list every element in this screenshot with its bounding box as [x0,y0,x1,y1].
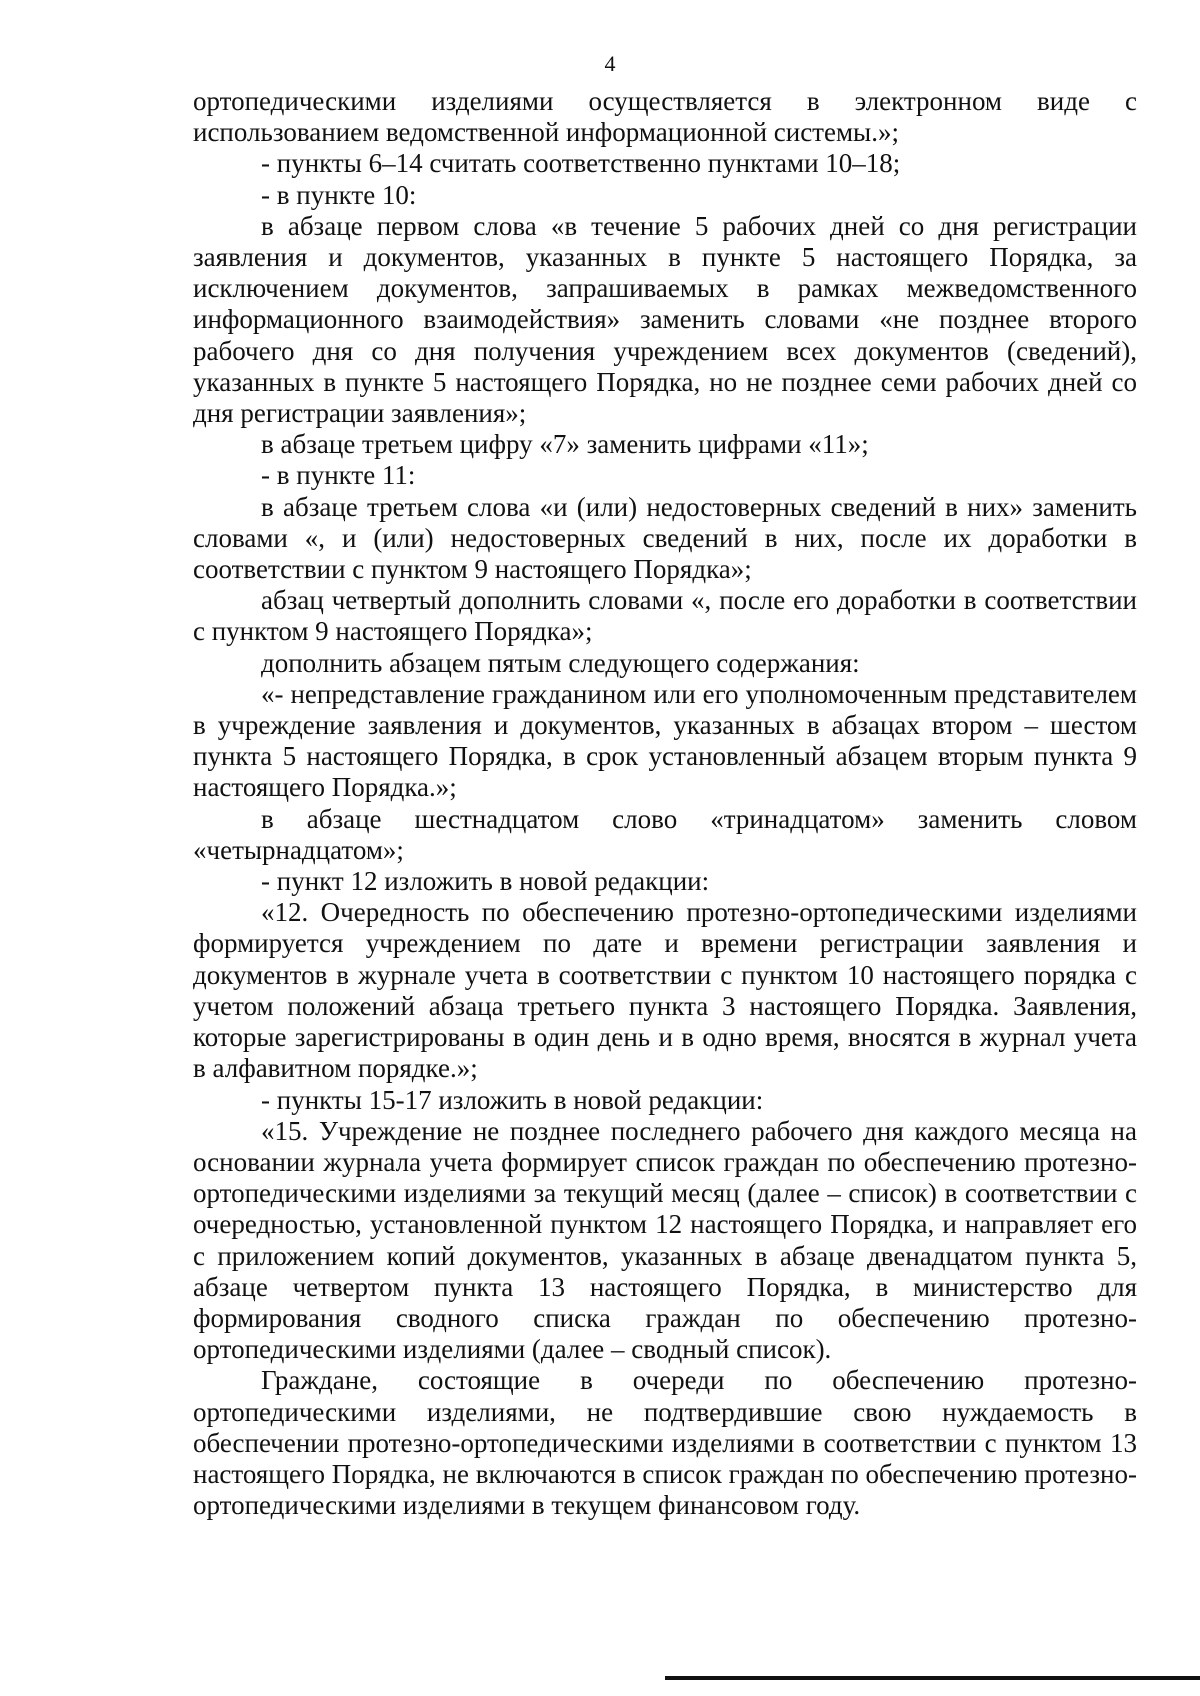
footer-rule [665,1676,1200,1680]
paragraph: в абзаце шестнадцатом слово «тринадцатом» заменить словом «четырнадцатом»; [193,803,1137,865]
paragraph: - пункт 12 изложить в новой редакции: [261,866,710,897]
page-number: 4 [604,51,616,76]
paragraph-continuation: ортопедическими изделиями осуществляется в электронном виде с использованием ведомственной информационной системы.»; [193,86,1137,148]
paragraph: - пункты 6–14 считать соответственно пунктами 10–18; [261,148,901,179]
paragraph: «12. Очередность по обеспечению протезно-ортопедическими изделиями формируется учреждением по дате и времени регистрации заявления и документов в журнале учета в соответствии с пунктом 10 настоящего порядка с учетом положений абзаца третьего пункта 3 настоящего Порядка. Заявления, которые зарегистрированы в один день и в одно время, вносятся в журнал учета в алфавитном порядке.»; [193,897,1137,1084]
document-body [193,86,1137,1521]
paragraph: - в пункте 11: [261,460,416,491]
paragraph: «15. Учреждение не позднее последнего рабочего дня каждого месяца на основании журнала учета формирует список граждан по обеспечению протезно-ортопедическими изделиями за текущий месяц (далее – список) в соответствии с очередностью, установленной пунктом 12 настоящего Порядка, и направляет его с приложением копий документов, указанных в абзаце двенадцатом пункта 5, абзаце четвертом пункта 13 настоящего Порядка, в министерство для формирования сводного списка граждан по обеспечению протезно-ортопедическими изделиями (далее – сводный список). [193,1115,1137,1365]
paragraph: - в пункте 10: [261,179,417,210]
paragraph: в абзаце третьем слова «и (или) недостоверных сведений в них» заменить словами «, и (или) недостоверных сведений в них, после их доработки в соответствии с пунктом 9 настоящего Порядка»; [193,491,1137,585]
paragraph: «- непредставление гражданином или его уполномоченным представителем в учреждение заявления и документов, указанных в абзацах втором – шестом пункта 5 настоящего Порядка, в срок установленный абзацем вторым пункта 9 настоящего Порядка.»; [193,678,1137,803]
paragraph: дополнить абзацем пятым следующего содержания: [261,647,860,678]
paragraph: в абзаце третьем цифру «7» заменить цифрами «11»; [261,429,869,460]
paragraph: Граждане, состоящие в очереди по обеспечению протезно-ортопедическими изделиями, не подтвердившие свою нуждаемость в обеспечении протезно-ортопедическими изделиями в соответствии с пунктом 13 настоящего Порядка, не включаются в список граждан по обеспечению протезно-ортопедическими изделиями в текущем финансовом году. [193,1365,1137,1521]
paragraph: - пункты 15-17 изложить в новой редакции: [261,1084,764,1115]
paragraph: абзац четвертый дополнить словами «, после его доработки в соответствии с пунктом 9 настоящего Порядка»; [193,585,1137,647]
paragraph: в абзаце первом слова «в течение 5 рабочих дней со дня регистрации заявления и документов, указанных в пункте 5 настоящего Порядка, за исключением документов, запрашиваемых в рамках межведомственного информационного взаимодействия» заменить словами «не позднее второго рабочего дня со дня получения учреждением всех документов (сведений), указанных в пункте 5 настоящего Порядка, но не позднее семи рабочих дней со дня регистрации заявления»; [193,210,1137,429]
